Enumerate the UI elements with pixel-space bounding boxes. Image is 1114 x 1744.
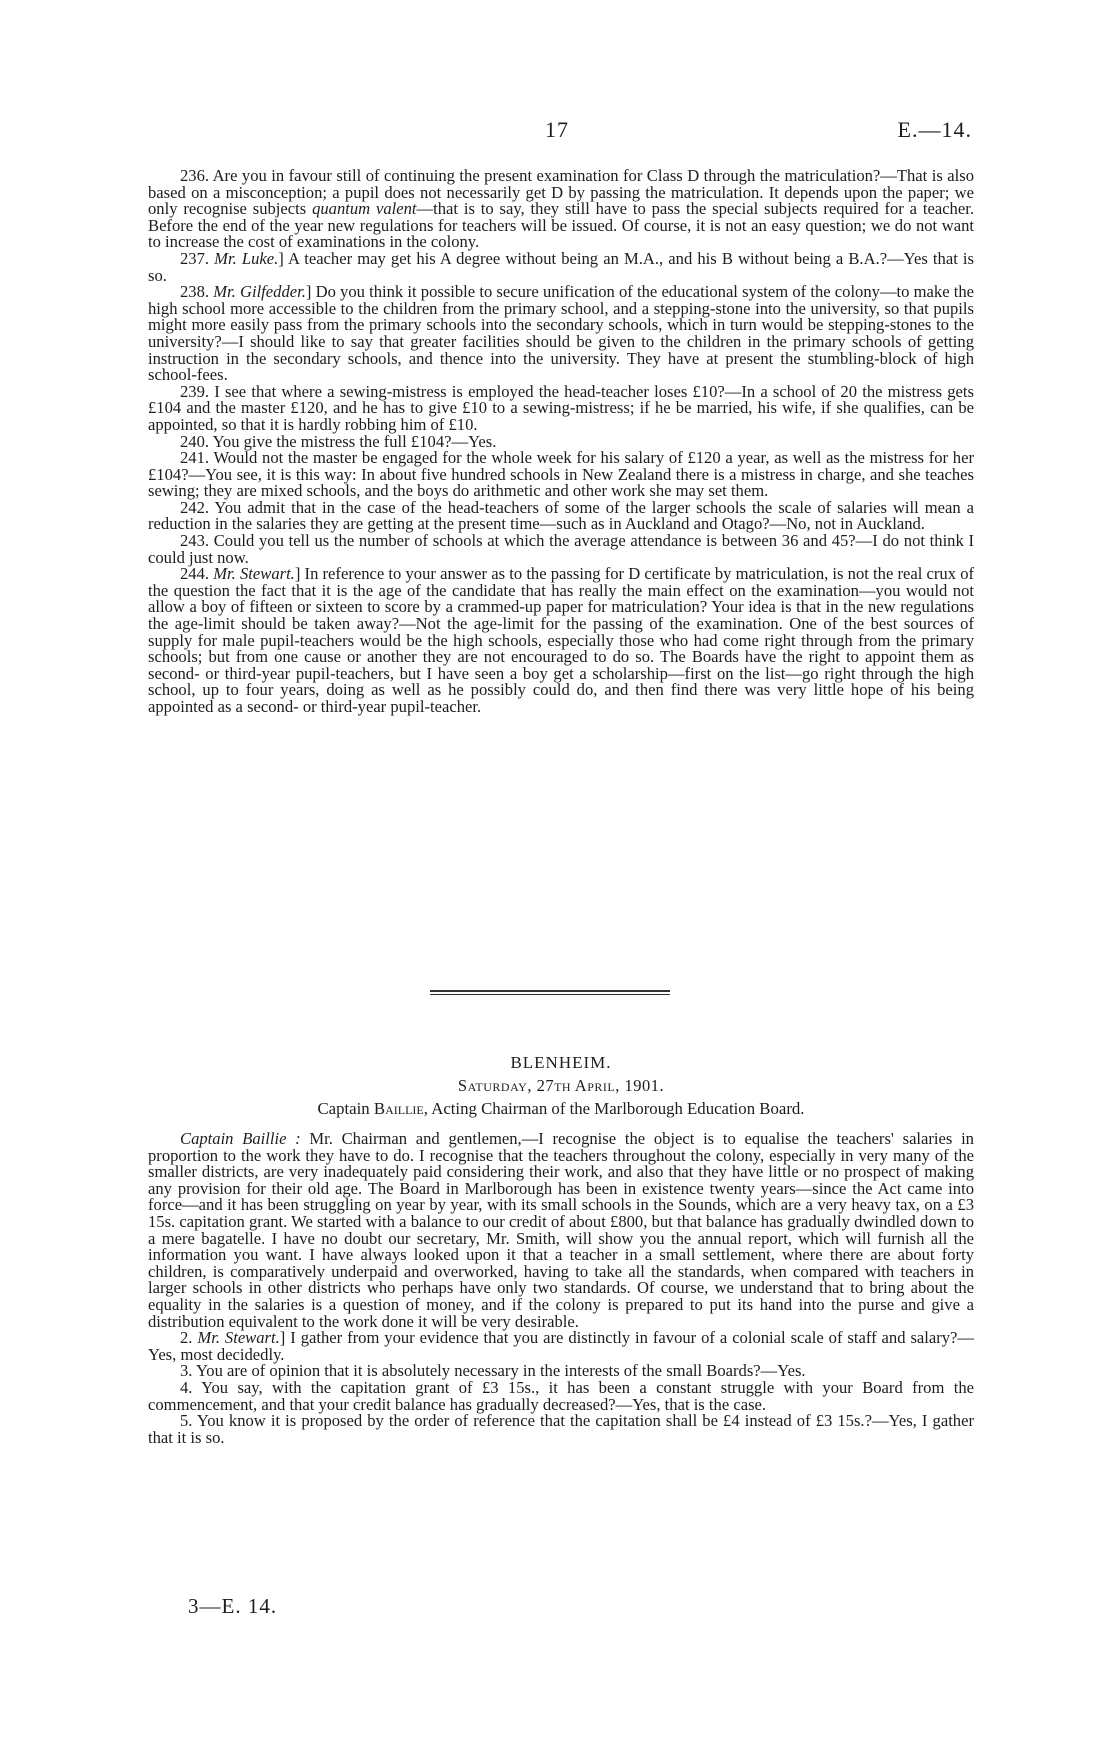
evidence-section-1	[148, 168, 974, 716]
paragraph: 244. Mr. Stewart.] In reference to your answer as to the passing for D certificate by matriculation, is not the real crux of the question the fact that it is the age of the candidate that has really the main effect on the examination—you would not allow a boy of fifteen or sixteen to score by a crammed-up paper for matriculation? Your idea is that in the new regulations the age-limit should be taken away?—Not the age-limit for the passing of the examination. One of the best sources of supply for male pupil-teachers would be the high schools, especially those who had come right through from the primary schools; but from one cause or another they are not encouraged to do so. The Boards have the right to appoint them as second- or third-year pupil-teachers, but I have seen a boy get a scholarship—first on the list—go right through the high school, up to four years, doing as well as he possibly could do, and then find there was very little hope of his being appointed as a second- or third-year pupil-teacher.	[148, 564, 975, 716]
place-heading: BLENHEIM.	[510, 1053, 612, 1072]
paragraph: 239. I see that where a sewing-mistress is employed the head-teacher loses £10?—In a school of 20 the mistress gets £104 and the master £120, and he has to give £10 to a sewing-mistress; if he be married, his wife, if she qualifies, can be appointed, so that it is hardly robbing him of £10.	[148, 381, 974, 434]
paragraph: 4. You say, with the capitation grant of £3 15s., it has been a constant struggle with your Board from the commencement, and that your credit balance has gradually decreased?—Yes, that is the case.	[148, 1377, 974, 1414]
paragraph: 242. You admit that in the case of the head-teachers of some of the larger schools the scale of salaries will mean a reduction in the salaries they are getting at the present time—such as in Auckland and Otago?—No, not in Auckland.	[148, 497, 974, 534]
paragraph: 237. Mr. Luke.] A teacher may get his A degree without being an M.A., and his B without being a B.A.?—Yes that is so.	[148, 248, 975, 285]
paragraph: 240. You give the mistress the full £104?—Yes.	[180, 431, 497, 451]
paragraph: 241. Would not the master be engaged for the whole week for his salary of £120 a year, as well as the mistress for her £104?—You see, it is this way: In about five hundred schools in New Zealand there is a mistress in charge, and she teaches sewing; they are mixed schools, and the boys do arithmetic and other work she may set them.	[148, 448, 974, 501]
paragraph: 236. Are you in favour still of continuing the present examination for Class D through the matriculation?—That is also based on a misconception; a pupil does not necessarily get D by passing the matriculation. It depends upon the paper; we only recognise subjects quantum valent—that is to say, they still have to pass the special subjects required for a teacher. Before the end of the year new regulations for teachers will be issued. Of course, it is not an easy question; we do not want to increase the cost of examinations in the colony.	[148, 166, 974, 252]
page-reference: E.—14.	[897, 117, 972, 142]
paragraph: Captain Baillie : Mr. Chairman and gentlemen,—I recognise the object is to equalise the teachers' salaries in proportion to the work they have to do. I recognise that the teachers throughout the colony, especially in very many of the smaller districts, are very inadequately paid considering their work, and also that they have little or no prospect of making any provision for their old age. The Board in Marlborough has been in existence twenty years—since the Act came into force—and it has been struggling on year by year, with its small schools in the Sounds, which are a very heavy tax, on a £3 15s. capitation grant. We started with a balance to our credit of about £800, but that balance has gradually dwindled down to a mere bagatelle. I have no doubt our secretary, Mr. Smith, will show you the annual report, which will furnish all the information you want. I have always looked upon it that a teacher in a small settlement, where there are about forty children, is comparatively underpaid and overworked, having to take all the standards, when compared with teachers in larger schools in other districts who perhaps have only two standards. Of course, we understand that to bring about the equality in the salaries is a question of money, and if the colony is prepared to put its hand into the purse and give a distribution equivalent to the work done it will be very desirable.	[148, 1129, 974, 1331]
paragraph: 5. You know it is proposed by the order of reference that the capitation shall be £4 instead of £3 15s.?—Yes, I gather that it is so.	[148, 1411, 974, 1447]
signature-mark: 3—E. 14.	[188, 1594, 278, 1618]
paragraph: 238. Mr. Gilfedder.] Do you think it possible to secure unification of the educational system of the colony—to make the high school more accessible to the children from the primary school, and a stepping-stone into the university, so that pupils might more easily pass from the primary schools into the secondary schools, which in turn would be stepping-stones to the university?—I should like to say that greater facilities should be given to the children in the primary schools of getting instruction in the secondary schools, and thence into the university. They have at present the stumbling-block of high school-fees.	[148, 282, 974, 385]
paragraph: 3. You are of opinion that it is absolutely necessary in the interests of the small Boards?—Yes.	[180, 1361, 806, 1381]
date-heading: Saturday, 27th April, 1901.	[457, 1076, 665, 1095]
evidence-section-2	[148, 1131, 974, 1446]
paragraph: 243. Could you tell us the number of schools at which the average attendance is between 36 and 45?—I do not think I could just now.	[148, 531, 974, 567]
page-number: 17	[545, 117, 569, 142]
section-divider	[430, 990, 670, 995]
paragraph: 2. Mr. Stewart.] I gather from your evidence that you are distinctly in favour of a colonial scale of staff and salary?—Yes, most decidedly.	[148, 1328, 975, 1364]
witness-heading: Captain Baillie, Acting Chairman of the Marlborough Education Board.	[317, 1099, 805, 1118]
